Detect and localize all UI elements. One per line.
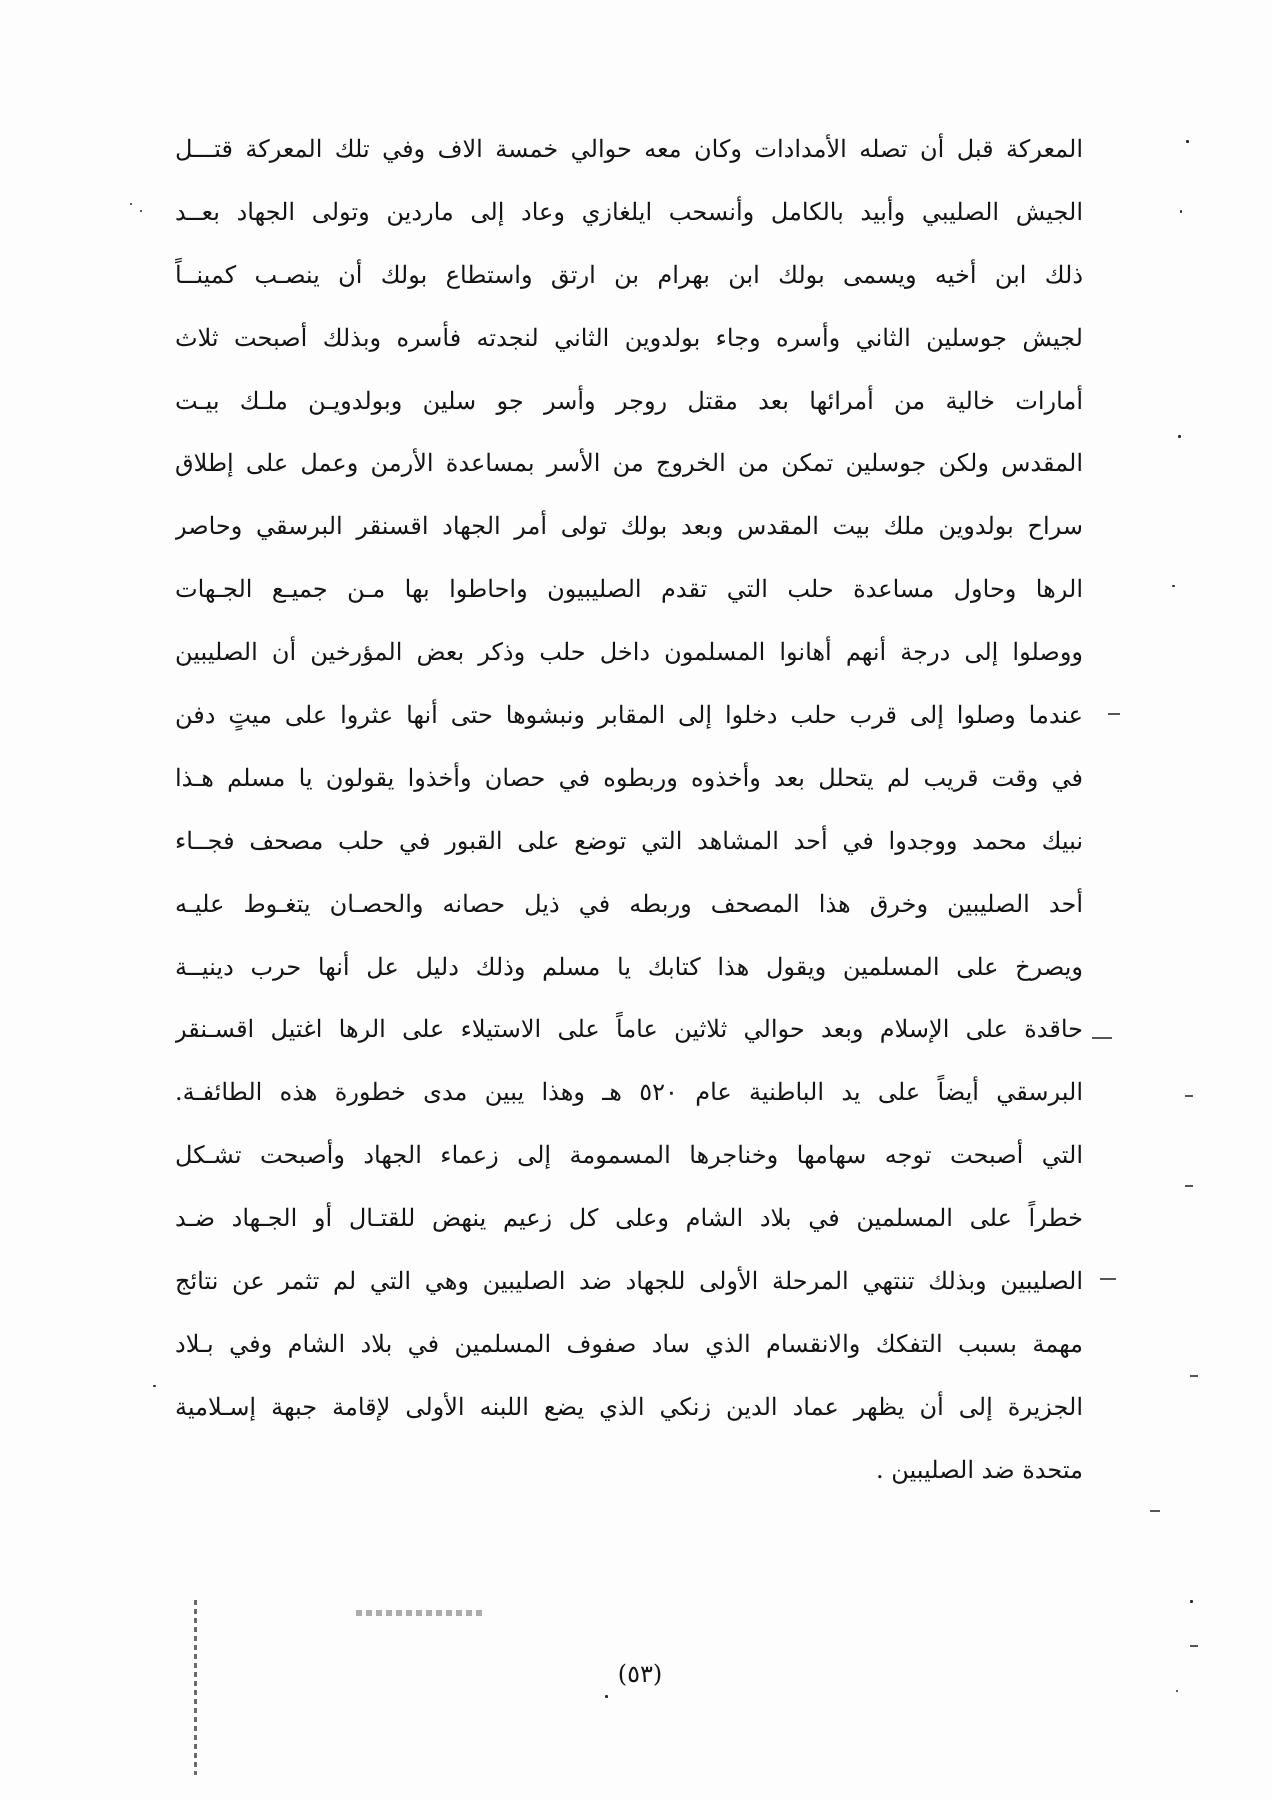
- text-line: عندما وصلوا إلى قرب حلب دخلوا إلى المقابر ونبشوها حتى أنها عثروا على ميتٍ دفن: [175, 701, 1083, 730]
- scan-speck: [1186, 140, 1189, 143]
- scan-speck: [140, 210, 142, 212]
- scan-dash: [1092, 1037, 1112, 1039]
- text-line: الجزيرة إلى أن يظهر عماد الدين زنكي الذي يضع اللبنه الأولى لإقامة جبهة إسـلامية: [175, 1392, 1083, 1421]
- text-line: التي أصبحت توجه سهامها وخناجرها المسمومة إلى زعماء الجهاد وأصبحت تشـكل: [175, 1141, 1083, 1170]
- text-line: البرسقي أيضاً على يد الباطنية عام ٥٢٠ هـ وهذا يبين مدى خطورة هذه الطائفـة.: [175, 1078, 1083, 1107]
- scan-speck: [1178, 435, 1181, 438]
- text-line: ووصلوا إلى درجة أنهم أهانوا المسلمون داخل حلب وذكر بعض المؤرخين أن الصليبين: [175, 638, 1083, 667]
- text-line: نبيك محمد ووجدوا في أحد المشاهد التي توضع على القبور في حلب مصحف فجــاء: [175, 826, 1083, 855]
- scan-speck: [1172, 585, 1175, 587]
- scan-dash: [1100, 1278, 1116, 1280]
- text-line: لجيش جوسلين الثاني وأسره وجاء بولدوين الثاني لنجدته فأسره وبذلك أصبحت ثلاث: [175, 323, 1083, 352]
- scan-dash: [1190, 1375, 1198, 1377]
- text-line: ذلك ابن أخيه ويسمى بولك ابن بهرام بن ارتق واستطاع بولك أن ينصـب كمينــاً: [175, 260, 1083, 289]
- scan-dash: [1108, 713, 1120, 715]
- text-line: المقدس ولكن جوسلين تمكن من الخروج من الأسر بمساعدة الأرمن وعمل على إطلاق: [175, 449, 1083, 478]
- body-text: [175, 118, 1083, 1502]
- scan-speck: [1190, 1600, 1193, 1603]
- text-line: حاقدة على الإسلام وبعد حوالي ثلاثين عاماً على الاستيلاء على الرها اغتيل اقسـنقر: [175, 1015, 1083, 1044]
- text-line: المعركة قبل أن تصله الأمدادات وكان معه حوالي خمسة الاف وفي تلك المعركة قتـــل: [175, 135, 1083, 163]
- scan-dash: [1190, 1645, 1198, 1647]
- text-line: سراح بولدوين ملك بيت المقدس وبعد بولك تولى أمر الجهاد اقسنقر البرسقي وحاصر: [175, 512, 1083, 541]
- scan-dash: [1185, 1095, 1193, 1097]
- scan-edge-strip: [194, 1600, 197, 1775]
- scan-speck: [1180, 210, 1182, 213]
- text-line: أحد الصليبين وخرق هذا المصحف وربطه في ذيل حصانه والحصـان يتغـوط عليـه: [175, 889, 1083, 918]
- scan-speck: [1176, 1690, 1178, 1692]
- text-line: الجيش الصليبي وأبيد بالكامل وأنسحب ايلغازي وعاد إلى ماردين وتولى الجهاد بعــد: [175, 197, 1083, 226]
- text-line: الصليبين وبذلك تنتهي المرحلة الأولى للجهاد ضد الصليبين وهي التي لم تثمر عن نتائج: [175, 1267, 1083, 1296]
- text-line: أمارات خالية من أمرائها بعد مقتل روجر وأسر جو سلين وبولدويـن ملـك بيـت: [175, 386, 1083, 415]
- scan-smudge: [356, 1610, 486, 1616]
- scan-dash: [1185, 1185, 1193, 1187]
- text-line: مهمة بسبب التفكك والانقسام الذي ساد صفوف المسلمين في بلاد الشام وفي بـلاد: [175, 1329, 1083, 1358]
- text-line: ويصرخ على المسلمين ويقول هذا كتابك يا مسلم وذلك دليل عل أنها حرب دينيــة: [175, 952, 1083, 981]
- text-line: الرها وحاول مساعدة حلب التي تقدم الصليبيون واحاطوا بها مـن جميـع الجـهات: [175, 575, 1083, 604]
- text-line: في وقت قريب لم يتحلل بعد وأخذوه وربطوه في حصان وأخذوا يقولون يا مسلم هـذا: [175, 763, 1083, 792]
- scan-dash: [1150, 1510, 1160, 1512]
- scan-speck: [153, 1385, 156, 1387]
- text-line: خطراً على المسلمين في بلاد الشام وعلى كل زعيم ينهض للقتـال أو الجـهاد ضـد: [175, 1204, 1083, 1233]
- scan-speck: [605, 1695, 608, 1698]
- page-number: (٥٣): [617, 1660, 663, 1688]
- scan-speck: [130, 203, 132, 205]
- text-line: متحدة ضد الصليبين .: [876, 1455, 1083, 1484]
